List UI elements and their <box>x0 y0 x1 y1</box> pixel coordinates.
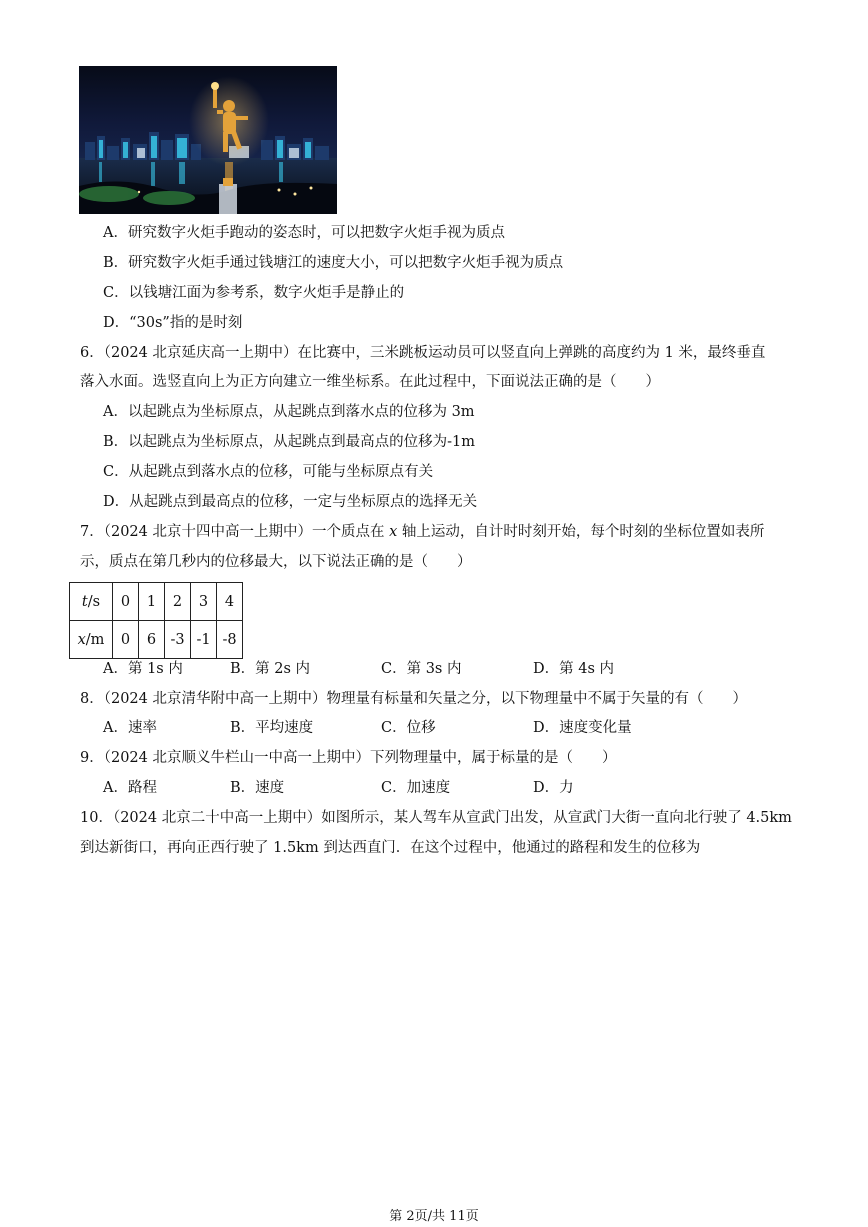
q6-option-c: C．从起跳点到落水点的位移，可能与坐标原点有关 <box>103 464 434 480</box>
table-cell: -1 <box>191 621 217 659</box>
table-cell: 4 <box>217 583 243 621</box>
q6-option-a: A．以起跳点为坐标原点，从起跳点到落水点的位移为 3m <box>103 404 475 420</box>
q5-option-c: C．以钱塘江面为参考系，数字火炬手是静止的 <box>103 285 405 301</box>
time-unit: /s <box>87 593 101 610</box>
torchbearer-night-photo <box>79 66 337 214</box>
q6-option-d: D．从起跳点到最高点的位移，一定与坐标原点的选择无关 <box>103 494 478 510</box>
table-cell: 0 <box>113 621 139 659</box>
q10-stem-line1: 10．（2024 北京二十中高一上期中）如图所示，某人驾车从宣武门出发，从宣武门大街一直向北行驶了 4.5km <box>80 810 792 826</box>
q8-option-b: B．平均速度 <box>230 720 314 736</box>
q10-stem-line2: 到达新街口，再向正西行驶了 1.5km 到达西直门．在这个过程中，他通过的路程和发生的位移为 <box>80 840 701 856</box>
q5-option-d: D．“30s”指的是时刻 <box>103 315 243 331</box>
q9-stem: 9．（2024 北京顺义牛栏山一中高一上期中）下列物理量中，属于标量的是（ ） <box>80 750 617 766</box>
q7-position-table <box>69 582 243 659</box>
q6-option-b: B．以起跳点为坐标原点，从起跳点到最高点的位移为-1m <box>103 434 476 450</box>
position-var: x <box>77 631 86 648</box>
table-row-time <box>70 583 243 621</box>
q7-stem-post: 轴上运动，自计时时刻开始，每个时刻的坐标位置如表所 <box>397 524 765 540</box>
table-cell: 0 <box>113 583 139 621</box>
table-header-time <box>70 583 113 621</box>
q5-option-a: A．研究数字火炬手跑动的姿态时，可以把数字火炬手视为质点 <box>103 225 505 241</box>
q7-stem-line2: 示，质点在第几秒内的位移最大，以下说法正确的是（ ） <box>80 554 472 570</box>
q7-option-c: C．第 3s 内 <box>381 661 462 677</box>
q9-option-d: D．力 <box>533 780 574 796</box>
table-cell: -3 <box>165 621 191 659</box>
q9-option-c: C．加速度 <box>381 780 451 796</box>
q6-stem-line1: 6．（2024 北京延庆高一上期中）在比赛中，三米跳板运动员可以竖直向上弹跳的高度约为 1 米，最终垂直 <box>80 345 766 361</box>
table-header-position <box>70 621 113 659</box>
time-var: t <box>81 593 88 610</box>
table-row-position <box>70 621 243 659</box>
position-unit: /m <box>85 631 105 648</box>
q5-option-b: B．研究数字火炬手通过钱塘江的速度大小，可以把数字火炬手视为质点 <box>103 255 564 271</box>
q6-stem-line2: 落入水面。选竖直向上为正方向建立一维坐标系。在此过程中，下面说法正确的是（ ） <box>80 374 660 390</box>
table-cell: -8 <box>217 621 243 659</box>
table-cell: 6 <box>139 621 165 659</box>
q8-option-a: A．速率 <box>103 720 157 736</box>
q8-option-d: D．速度变化量 <box>533 720 632 736</box>
q7-option-d: D．第 4s 内 <box>533 661 615 677</box>
q7-stem-pre: 7．（2024 北京十四中高一上期中）一个质点在 <box>80 524 390 540</box>
page-number-footer: 第 2页/共 11页 <box>389 1209 479 1224</box>
table-cell: 2 <box>165 583 191 621</box>
q9-option-b: B．速度 <box>230 780 285 796</box>
q8-stem: 8．（2024 北京清华附中高一上期中）物理量有标量和矢量之分，以下物理量中不属于矢量的有（ ） <box>80 691 747 707</box>
table-cell: 1 <box>139 583 165 621</box>
q8-option-c: C．位移 <box>381 720 436 736</box>
q7-option-b: B．第 2s 内 <box>230 661 311 677</box>
q7-option-a: A．第 1s 内 <box>103 661 183 677</box>
table-cell: 3 <box>191 583 217 621</box>
q7-stem-var: x <box>389 524 398 540</box>
q7-stem-line1 <box>80 522 764 542</box>
q9-option-a: A．路程 <box>103 780 157 796</box>
